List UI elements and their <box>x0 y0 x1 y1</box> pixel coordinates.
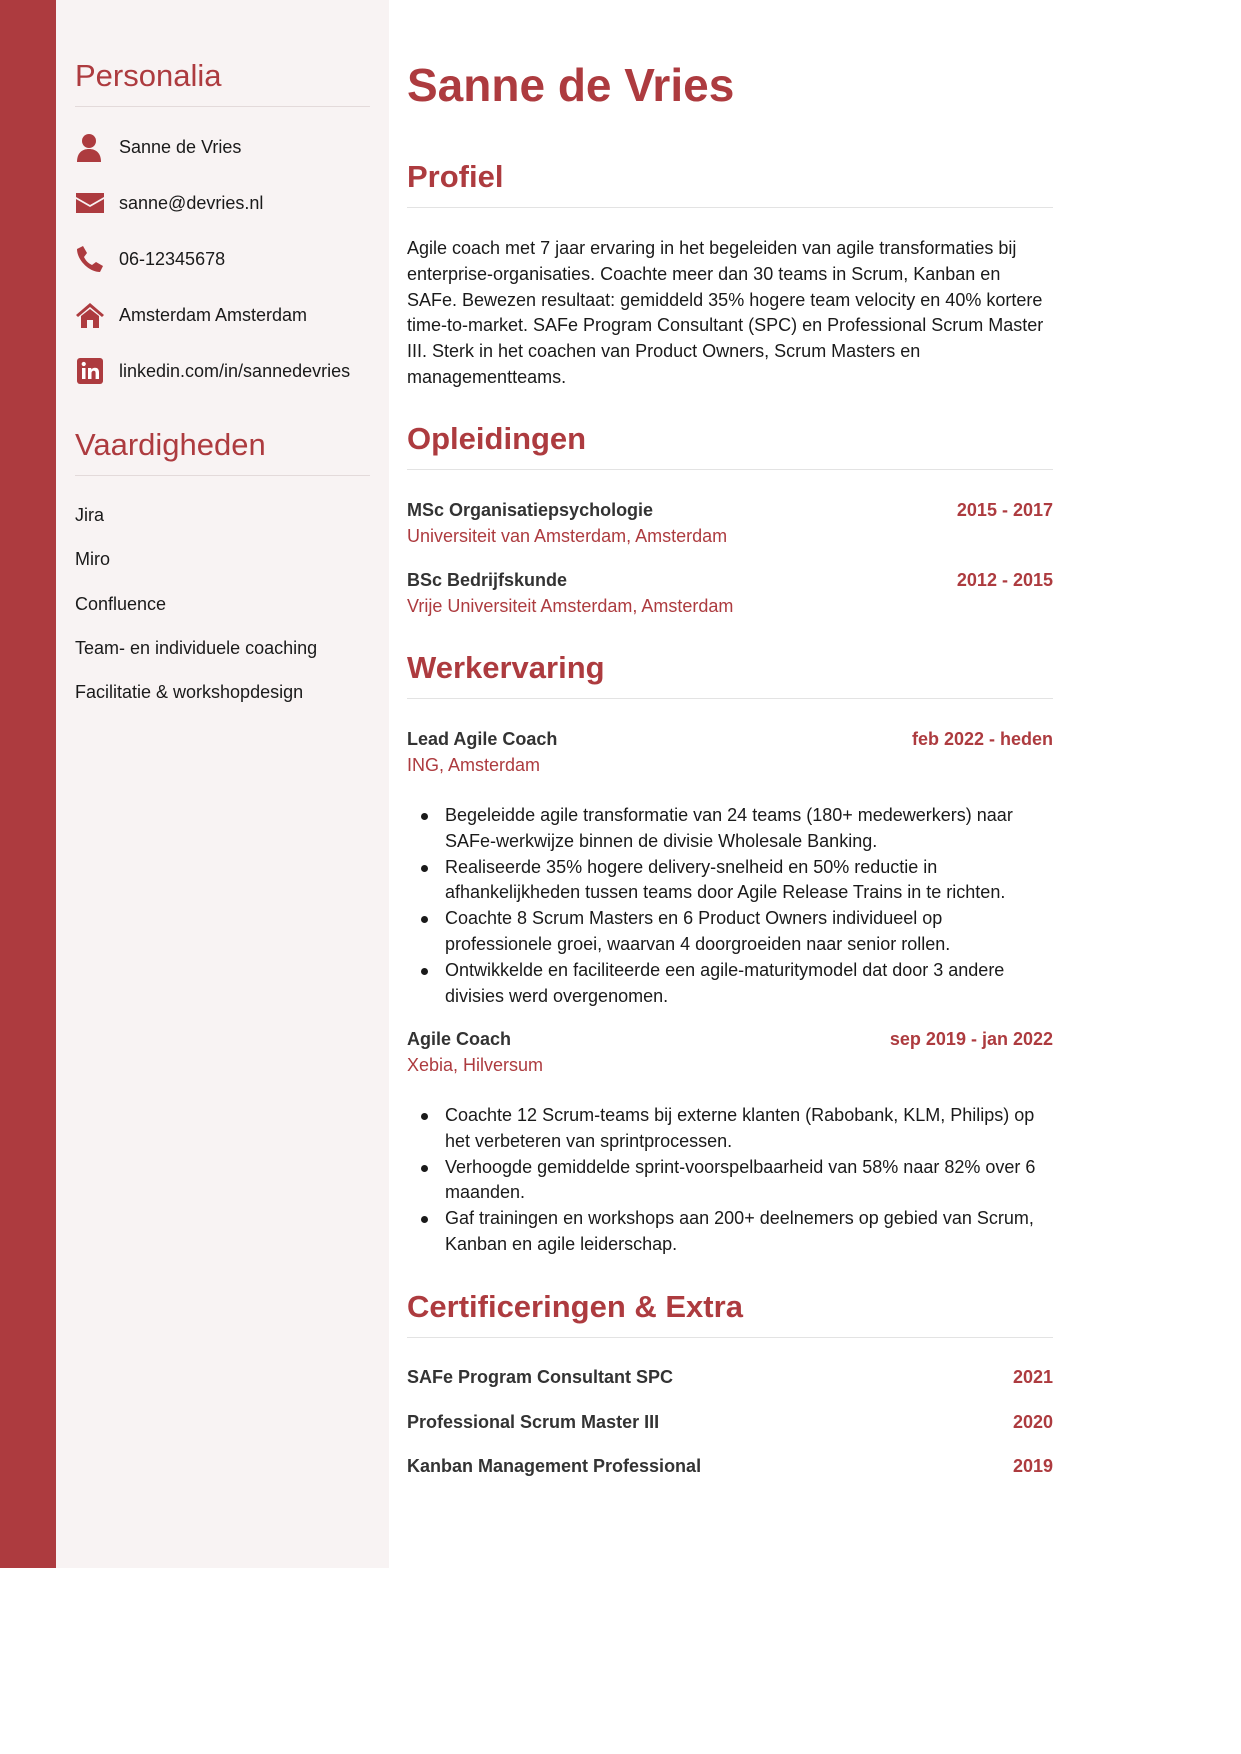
accent-bar <box>0 0 56 1568</box>
job-dates: feb 2022 - heden <box>911 729 1053 749</box>
certification-year: 2020 <box>1012 1412 1053 1432</box>
personal-heading: Personalia <box>75 58 370 107</box>
certification-title: Kanban Management Professional <box>407 1456 702 1476</box>
contact-email[interactable] <box>75 183 264 223</box>
job-bullet: Verhoogde gemiddelde sprint-voorspelbaarheid van 58% naar 82% over 6 maanden. <box>407 1155 1053 1207</box>
education-dates: 2012 - 2015 <box>956 570 1053 590</box>
education-entry <box>407 567 1053 619</box>
certification-item <box>407 1409 1053 1435</box>
contact-phone-text[interactable]: 06-12345678 <box>119 248 226 269</box>
skill-item: Team- en individuele coaching <box>75 638 318 658</box>
home-icon <box>75 300 105 330</box>
job-bullet: Coachte 8 Scrum Masters en 6 Product Owners individueel op professionele groei, waarvan 4 doorgroeiden naar senior rollen. <box>407 906 1053 958</box>
education-dates: 2015 - 2017 <box>956 500 1053 520</box>
job-company: Xebia, Hilversum <box>407 1055 544 1075</box>
job-title: Agile Coach <box>407 1029 512 1049</box>
job-bullets <box>407 1103 1053 1258</box>
job-dates: sep 2019 - jan 2022 <box>889 1029 1053 1049</box>
certification-title: Professional Scrum Master III <box>407 1412 660 1432</box>
job-bullet: Coachte 12 Scrum-teams bij externe klanten (Rabobank, KLM, Philips) op het verbeteren van sprintprocessen. <box>407 1103 1053 1155</box>
contact-email-text[interactable]: sanne@devries.nl <box>119 192 264 213</box>
profile-heading: Profiel <box>407 159 1053 208</box>
contact-name <box>75 127 242 167</box>
contact-list <box>75 126 370 396</box>
job-bullet: Gaf trainingen en workshops aan 200+ deelnemers op gebied van Scrum, Kanban en agile leiderschap. <box>407 1206 1053 1258</box>
contact-linkedin-text[interactable]: linkedin.com/in/sannedevries <box>119 360 351 381</box>
user-icon <box>75 132 105 162</box>
certification-year: 2021 <box>1012 1367 1053 1387</box>
envelope-icon <box>75 188 105 218</box>
education-degree: MSc Organisatiepsychologie <box>407 500 654 520</box>
certification-item <box>407 1453 1053 1479</box>
contact-address-text: Amsterdam Amsterdam <box>119 304 308 325</box>
personal-section <box>75 58 370 107</box>
skills-list <box>75 505 370 715</box>
education-heading: Opleidingen <box>407 421 1053 470</box>
certification-year: 2019 <box>1012 1456 1053 1476</box>
job-bullets <box>407 803 1053 1009</box>
skill-item: Confluence <box>75 594 167 614</box>
candidate-name: Sanne de Vries <box>407 59 735 111</box>
certification-title: SAFe Program Consultant SPC <box>407 1367 674 1387</box>
certifications-heading: Certificeringen & Extra <box>407 1289 1053 1338</box>
contact-phone[interactable] <box>75 239 226 279</box>
job-title: Lead Agile Coach <box>407 729 558 749</box>
education-entry <box>407 497 1053 549</box>
experience-heading: Werkervaring <box>407 650 1053 699</box>
phone-icon <box>75 244 105 274</box>
education-institution: Vrije Universiteit Amsterdam, Amsterdam <box>407 596 734 616</box>
job-bullet: Realiseerde 35% hogere delivery-snelheid en 50% reductie in afhankelijkheden tussen teams door Agile Release Trains in te richten. <box>407 855 1053 907</box>
skills-section <box>75 427 370 476</box>
skills-heading: Vaardigheden <box>75 427 370 476</box>
job-company: ING, Amsterdam <box>407 755 541 775</box>
profile-text: Agile coach met 7 jaar ervaring in het begeleiden van agile transformaties bij enterprise-organisaties. Coachte meer dan 30 teams in Scrum, Kanban en SAFe. Bewezen resultaat: gemiddeld 35% hogere team velocity en 40% kortere time-to-market. SAFe Program Consultant (SPC) en Professional Scrum Master III. Sterk in het coachen van Product Owners, Scrum Masters en managementteams. <box>407 238 1044 387</box>
certification-item <box>407 1364 1053 1390</box>
education-degree: BSc Bedrijfskunde <box>407 570 568 590</box>
job-entry <box>407 1026 1053 1078</box>
linkedin-icon <box>75 356 105 386</box>
skill-item: Facilitatie & workshopdesign <box>75 682 304 702</box>
contact-linkedin[interactable] <box>75 351 351 391</box>
job-entry <box>407 726 1053 778</box>
contact-address <box>75 295 308 335</box>
job-bullet: Begeleidde agile transformatie van 24 teams (180+ medewerkers) naar SAFe-werkwijze binnen de divisie Wholesale Banking. <box>407 803 1053 855</box>
skill-item: Miro <box>75 549 110 569</box>
contact-name-text: Sanne de Vries <box>119 136 242 157</box>
education-institution: Universiteit van Amsterdam, Amsterdam <box>407 526 728 546</box>
job-bullet: Ontwikkelde en faciliteerde een agile-maturitymodel dat door 3 andere divisies werd overgenomen. <box>407 958 1053 1010</box>
skill-item: Jira <box>75 505 105 525</box>
